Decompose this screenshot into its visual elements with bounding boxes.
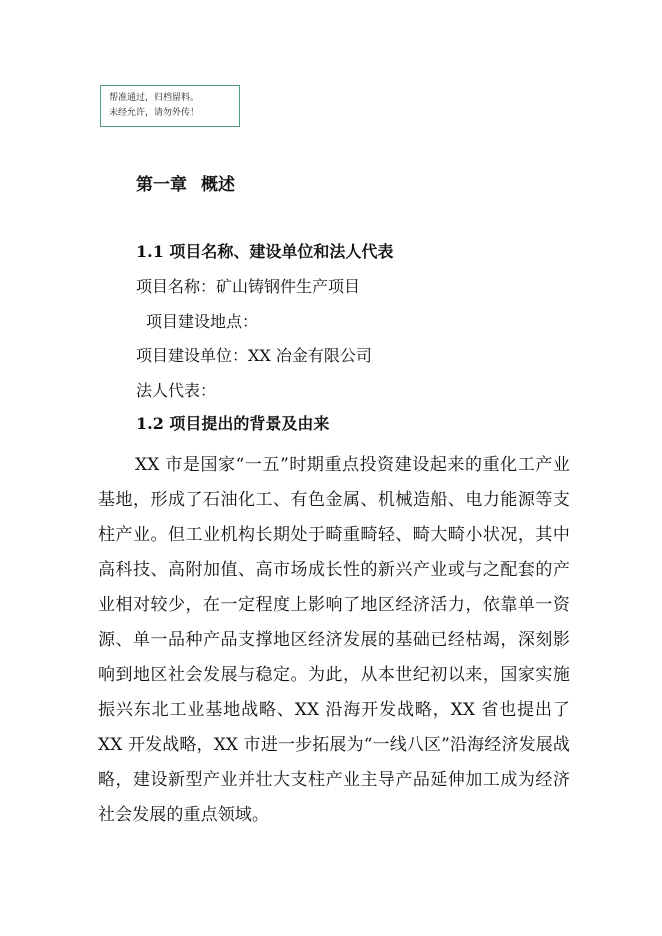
project-location-field: 项目建设地点： [146,312,259,331]
notice-line-confidential: 未经允许，请勿外传！ [109,108,200,118]
chapter-number: 第一章 [136,175,187,195]
section-1-2-heading: 1.2 项目提出的背景及由来 [136,414,330,433]
section-1-1-heading: 1.1 项目名称、建设单位和法人代表 [136,242,394,261]
notice-line-approved: 帮准通过，归档留料。 [109,93,200,103]
builder-unit-field: 项目建设单位：XX 冶金有限公司 [136,346,372,365]
project-name-field: 项目名称：矿山铸钢件生产项目 [136,277,361,296]
legal-rep-field: 法人代表： [136,381,217,400]
notice-box [100,85,240,127]
background-paragraph: XX 市是国家“一五”时期重点投资建设起来的重化工产业基地，形成了石油化工、有色金属、机械造船、电力能源等支柱产业。但工业机构长期处于畸重畸轻、畸大畸小状况，其中高科技、高附加值、高市场成长性的新兴产业或与之配套的产业相对较少，在一定程度上影响了地区经济活力，依靠单一资源、单一品种产品支撑地区经济发展的基础已经枯竭，深刻影响到地区社会发展与稳定。为此，从本世纪初以来，国家实施振兴东北工业基地战略、XX 沿海开发战略，XX 省也提出了 XX 开发战略，XX 市进一步拓展为“一线八区”沿海经济发展战略，建设新型产业并壮大支柱产业主导产品延伸加工成为经济社会发展的重点领域。 [98,455,570,825]
chapter-name: 概述 [201,175,235,195]
chapter-title [136,172,235,198]
